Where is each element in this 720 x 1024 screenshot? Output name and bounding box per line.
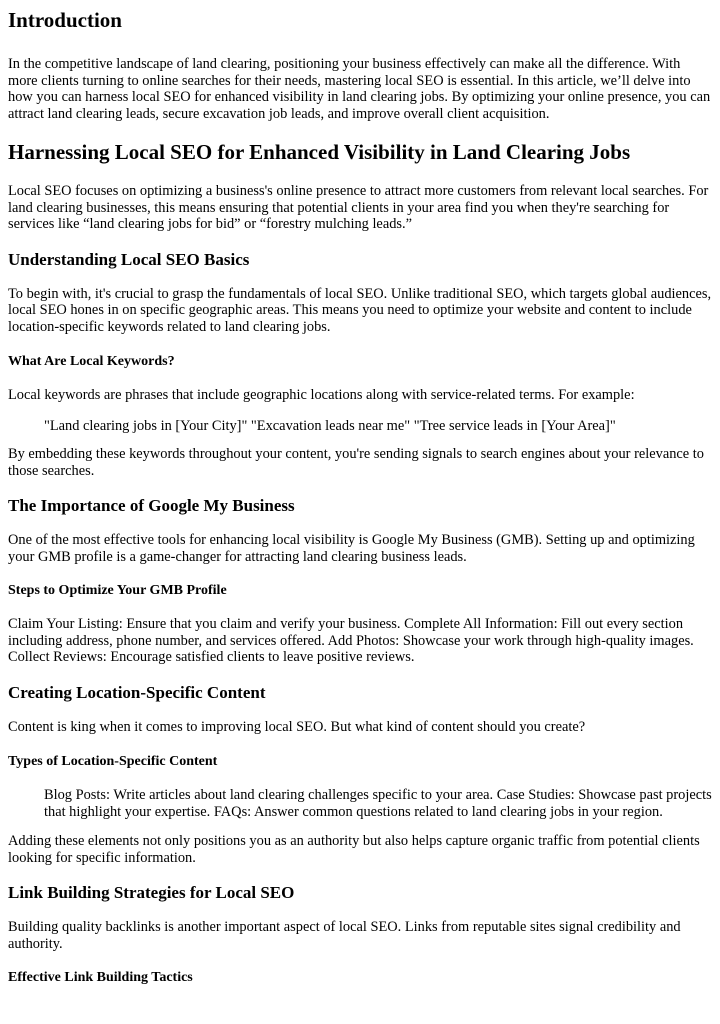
content-types-quote: Blog Posts: Write articles about land clearing challenges specific to your area. Case Studies: Showcase past projects that highlight your expertise. FAQs: Answer common questions related to land clearing jobs in your region. xyxy=(44,787,712,820)
gmb-paragraph: One of the most effective tools for enhancing local visibility is Google My Business (GMB). Setting up and optimizing your GMB profile is a game-changer for attracting land clearing business leads. xyxy=(8,532,695,565)
introduction-heading: Introduction xyxy=(8,8,122,32)
gmb-steps-paragraph: Claim Your Listing: Ensure that you claim and verify your business. Complete All Information: Fill out every section including address, phone number, and services offered. Add Photos: Showcase your work through high-quality images. Collect Reviews: Encourage satisfied clients to leave positive reviews. xyxy=(8,616,694,665)
keywords-paragraph-after: By embedding these keywords throughout your content, you're sending signals to search engines about your relevance to those searches. xyxy=(8,446,704,479)
content-types-heading: Types of Location-Specific Content xyxy=(8,754,218,769)
link-tactics-heading: Effective Link Building Tactics xyxy=(8,970,193,985)
link-building-heading: Link Building Strategies for Local SEO xyxy=(8,883,295,902)
keywords-quote: "Land clearing jobs in [Your City]" "Excavation leads near me" "Tree service leads in [Your Area]" xyxy=(44,417,616,434)
basics-paragraph: To begin with, it's crucial to grasp the fundamentals of local SEO. Unlike traditional SEO, which targets global audiences, local SEO hones in on specific geographic areas. This means you need to optimize your website and content to include location-specific keywords related to land clearing jobs. xyxy=(8,285,712,335)
gmb-steps-heading: Steps to Optimize Your GMB Profile xyxy=(8,583,227,598)
basics-heading: Understanding Local SEO Basics xyxy=(8,249,250,269)
main-section-heading: Harnessing Local SEO for Enhanced Visibility in Land Clearing Jobs xyxy=(8,140,631,164)
main-section-paragraph: Local SEO focuses on optimizing a business's online presence to attract more customers from relevant local searches. For land clearing businesses, this means ensuring that potential clients in your area find you when they're searching for services like “land clearing jobs for bid” or “forestry mulching leads.” xyxy=(8,183,709,232)
article xyxy=(0,7,720,987)
introduction-paragraph: In the competitive landscape of land clearing, positioning your business effectively can make all the difference. With more clients turning to online searches for their needs, mastering local SEO is essential. In this article, we’ll delve into how you can harness local SEO for enhanced visibility in land clearing jobs. By optimizing your online presence, you can attract land clearing leads, secure excavation job leads, and improve overall client acquisition. xyxy=(8,56,711,122)
keywords-paragraph: Local keywords are phrases that include geographic locations along with service-related terms. For example: xyxy=(8,387,635,403)
keywords-heading: What Are Local Keywords? xyxy=(8,354,175,369)
link-building-paragraph: Building quality backlinks is another important aspect of local SEO. Links from reputable sites signal credibility and authority. xyxy=(8,919,681,952)
gmb-heading: The Importance of Google My Business xyxy=(8,496,295,515)
content-heading: Creating Location-Specific Content xyxy=(8,682,266,702)
content-types-paragraph-after: Adding these elements not only positions you as an authority but also helps capture organic traffic from potential clients looking for specific information. xyxy=(8,833,700,866)
content-paragraph: Content is king when it comes to improving local SEO. But what kind of content should you create? xyxy=(8,718,586,735)
